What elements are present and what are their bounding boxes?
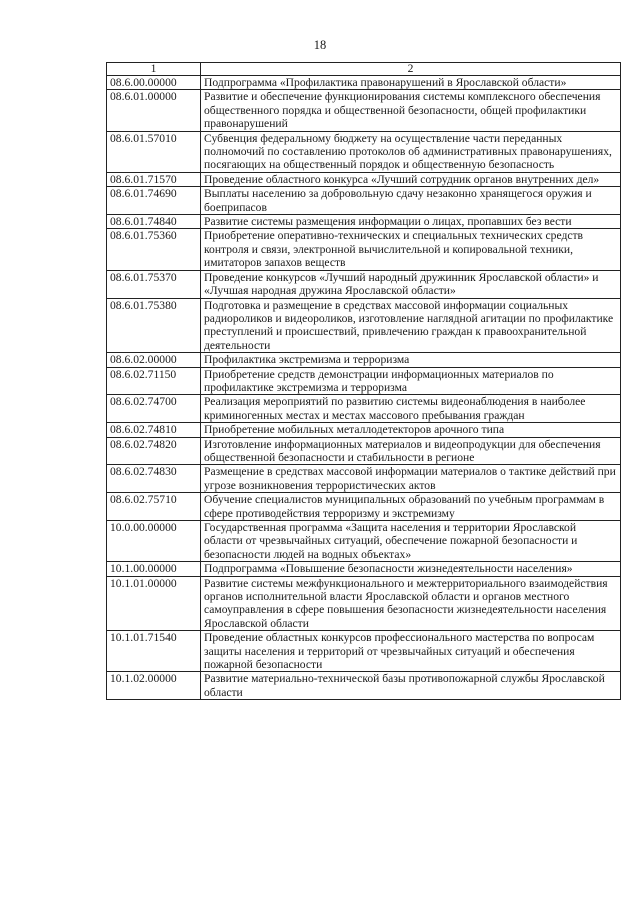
row-description: Обучение специалистов муниципальных образований по учебным программам в сфере противодействия терроризму и экстремизму bbox=[201, 493, 621, 521]
row-description: Развитие и обеспечение функционирования системы комплексного обеспечения общественного порядка и общественной безопасности, общей профилактики правонарушений bbox=[201, 90, 621, 131]
row-code: 08.6.02.71150 bbox=[107, 367, 201, 395]
table-row bbox=[107, 672, 621, 700]
table-row bbox=[107, 493, 621, 521]
row-description: Приобретение средств демонстрации информационных материалов по профилактике экстремизма и терроризма bbox=[201, 367, 621, 395]
table-row bbox=[107, 229, 621, 270]
table-row bbox=[107, 76, 621, 90]
row-code: 08.6.02.74830 bbox=[107, 465, 201, 493]
row-description: Подготовка и размещение в средствах массовой информации социальных радиороликов и видеороликов, изготовление наглядной агитации по профилактике преступлений и происшествий, привлечению граждан к правоохранительной деятельности bbox=[201, 298, 621, 353]
row-code: 10.1.00.00000 bbox=[107, 562, 201, 576]
row-description: Реализация мероприятий по развитию системы видеонаблюдения в наиболее криминогенных местах и местах массового пребывания граждан bbox=[201, 395, 621, 423]
table-row bbox=[107, 423, 621, 437]
row-description: Развитие системы межфункционального и межтерриториального взаимодействия органов исполнительной власти Ярославской области и органов местного самоуправления в сфере повышения безопасности жизнедеятельности населения Ярославской области bbox=[201, 576, 621, 631]
row-description: Государственная программа «Защита населения и территории Ярославской области от чрезвычайных ситуаций, обеспечение пожарной безопасности и безопасности людей на водных объектах» bbox=[201, 521, 621, 562]
table-row bbox=[107, 465, 621, 493]
row-code: 08.6.01.75370 bbox=[107, 270, 201, 298]
table-row bbox=[107, 172, 621, 186]
row-description: Субвенция федеральному бюджету на осуществление части переданных полномочий по составлению протоколов об административных правонарушениях, посягающих на общественный порядок и общественную безопасность bbox=[201, 131, 621, 172]
table-row bbox=[107, 562, 621, 576]
table-header-row bbox=[107, 63, 621, 76]
budget-classification-table bbox=[106, 62, 621, 700]
row-code: 08.6.02.74820 bbox=[107, 437, 201, 465]
table-row bbox=[107, 437, 621, 465]
row-code: 08.6.01.74690 bbox=[107, 187, 201, 215]
row-code: 08.6.00.00000 bbox=[107, 76, 201, 90]
row-description: Приобретение оперативно-технических и специальных технических средств контроля и связи, электронной вычислительной и копировальной техники, имитаторов запахов веществ bbox=[201, 229, 621, 270]
row-description: Проведение конкурсов «Лучший народный дружинник Ярославской области» и «Лучшая народная дружина Ярославской области» bbox=[201, 270, 621, 298]
row-code: 10.1.01.00000 bbox=[107, 576, 201, 631]
row-code: 08.6.01.71570 bbox=[107, 172, 201, 186]
row-code: 08.6.01.74840 bbox=[107, 215, 201, 229]
table-row bbox=[107, 631, 621, 672]
row-code: 08.6.01.00000 bbox=[107, 90, 201, 131]
table-row bbox=[107, 90, 621, 131]
row-description: Подпрограмма «Повышение безопасности жизнедеятельности населения» bbox=[201, 562, 621, 576]
row-description: Выплаты населению за добровольную сдачу незаконно хранящегося оружия и боеприпасов bbox=[201, 187, 621, 215]
row-description: Развитие материально-технической базы противопожарной службы Ярославской области bbox=[201, 672, 621, 700]
table-row bbox=[107, 187, 621, 215]
table-row bbox=[107, 521, 621, 562]
row-description: Изготовление информационных материалов и видеопродукции для обеспечения общественной безопасности и стабильности в регионе bbox=[201, 437, 621, 465]
table-row bbox=[107, 131, 621, 172]
row-code: 08.6.02.00000 bbox=[107, 353, 201, 367]
table-row bbox=[107, 367, 621, 395]
row-code: 08.6.01.57010 bbox=[107, 131, 201, 172]
table-row bbox=[107, 298, 621, 353]
table-row bbox=[107, 576, 621, 631]
table-row bbox=[107, 270, 621, 298]
table-row bbox=[107, 395, 621, 423]
row-code: 08.6.02.74810 bbox=[107, 423, 201, 437]
row-description: Профилактика экстремизма и терроризма bbox=[201, 353, 621, 367]
row-code: 08.6.02.74700 bbox=[107, 395, 201, 423]
row-description: Проведение областных конкурсов профессионального мастерства по вопросам защиты населения и территорий от чрезвычайных ситуаций и обеспечения пожарной безопасности bbox=[201, 631, 621, 672]
row-description: Размещение в средствах массовой информации материалов о тактике действий при угрозе возникновения террористических актов bbox=[201, 465, 621, 493]
column-header-code: 1 bbox=[107, 63, 201, 76]
column-header-name: 2 bbox=[201, 63, 621, 76]
row-code: 10.1.01.71540 bbox=[107, 631, 201, 672]
row-description: Проведение областного конкурса «Лучший сотрудник органов внутренних дел» bbox=[201, 172, 621, 186]
row-code: 08.6.02.75710 bbox=[107, 493, 201, 521]
row-code: 08.6.01.75360 bbox=[107, 229, 201, 270]
row-description: Развитие системы размещения информации о лицах, пропавших без вести bbox=[201, 215, 621, 229]
page-number: 18 bbox=[313, 38, 327, 52]
row-code: 10.0.00.00000 bbox=[107, 521, 201, 562]
row-description: Подпрограмма «Профилактика правонарушений в Ярославской области» bbox=[201, 76, 621, 90]
row-description: Приобретение мобильных металлодетекторов арочного типа bbox=[201, 423, 621, 437]
table-row bbox=[107, 215, 621, 229]
table-body bbox=[107, 76, 621, 700]
table-row bbox=[107, 353, 621, 367]
row-code: 08.6.01.75380 bbox=[107, 298, 201, 353]
row-code: 10.1.02.00000 bbox=[107, 672, 201, 700]
